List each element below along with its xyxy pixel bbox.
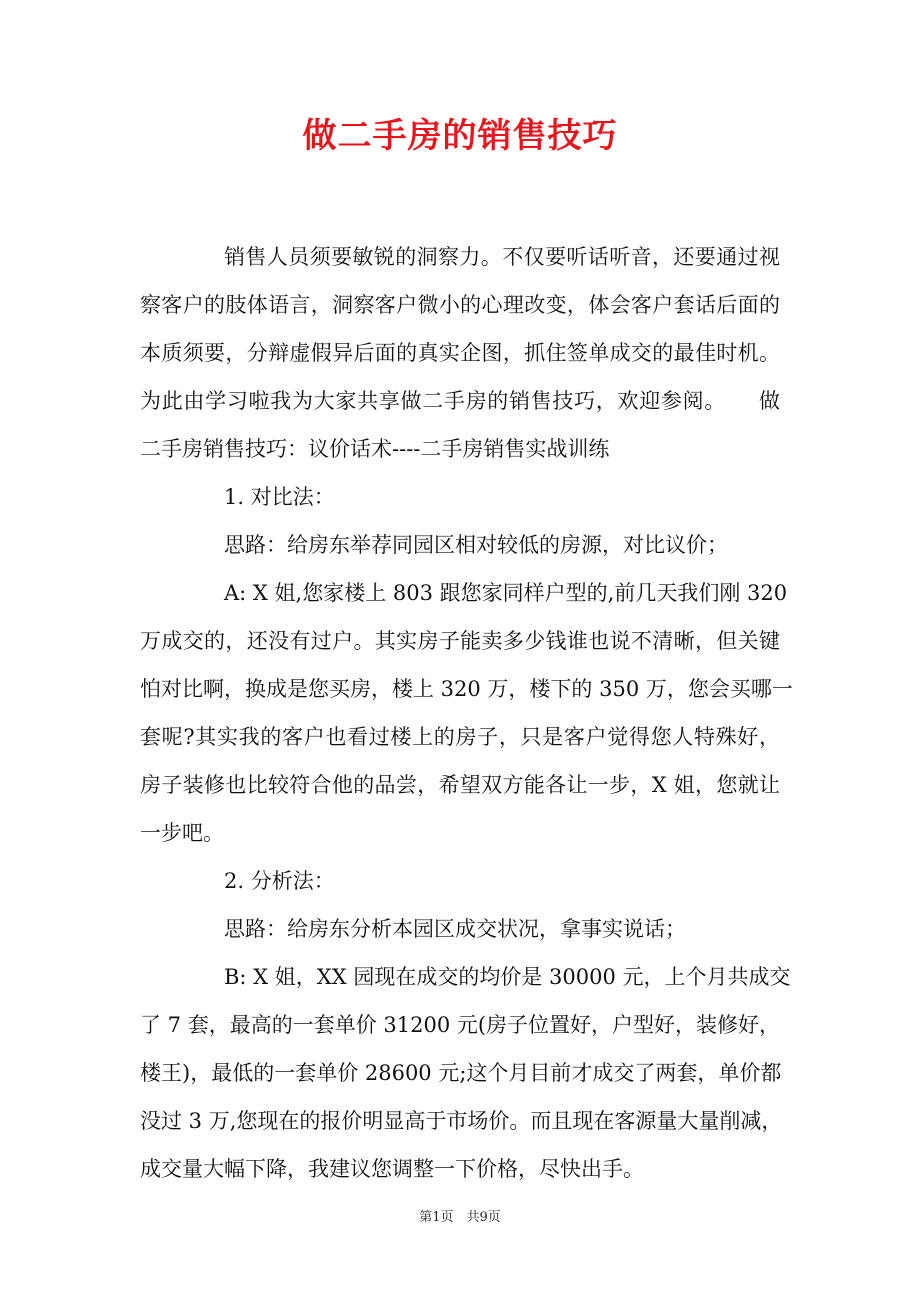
text-line: 万成交的，还没有过户。其实房子能卖多少钱谁也说不清晰，但关键 [140, 629, 780, 653]
text-line: 思路：给房东分析本园区成交状况，拿事实说话； [224, 917, 686, 941]
text-line: 成交量大幅下降，我建议您调整一下价格，尽快出手。 [140, 1157, 644, 1181]
page-footer: 第1页 共9页 [419, 1210, 501, 1225]
text-line: 2. 分析法： [224, 869, 335, 893]
text-line: 为此由学习啦我为大家共享做二手房的销售技巧，欢迎参阅。 做 [140, 389, 780, 413]
text-line: A: X 姐,您家楼上 803 跟您家同样户型的,前几天我们刚 320 [224, 581, 788, 605]
text-line: B: X 姐，XX 园现在成交的均价是 30000 元，上个月共成交 [224, 965, 791, 989]
text-line: 了 7 套，最高的一套单价 31200 元(房子位置好，户型好，装修好， [140, 1013, 781, 1037]
document-body [140, 233, 793, 1193]
text-line: 二手房销售技巧：议价话术----二手房销售实战训练 [140, 437, 610, 461]
text-line: 楼王)，最低的一套单价 28600 元;这个月目前才成交了两套，单价都 [140, 1061, 782, 1085]
text-line: 房子装修也比较符合他的品尝，希望双方能各让一步，X 姐，您就让 [140, 773, 780, 797]
text-line: 1. 对比法： [224, 485, 335, 509]
text-line: 销售人员须要敏锐的洞察力。不仅要听话听音，还要通过视 [224, 245, 780, 269]
text-line: 察客户的肢体语言，洞察客户微小的心理改变，体会客户套话后面的 [140, 293, 780, 317]
text-line: 一步吧。 [140, 821, 224, 845]
document-title: 做二手房的销售技巧 [302, 116, 618, 156]
text-line: 没过 3 万,您现在的报价明显高于市场价。而且现在客源量大量削减， [140, 1109, 783, 1133]
text-line: 套呢?其实我的客户也看过楼上的房子，只是客户觉得您人特殊好， [140, 725, 780, 749]
text-line: 思路：给房东举荐同园区相对较低的房源，对比议价； [224, 533, 728, 557]
text-line: 本质须要，分辩虚假异后面的真实企图，抓住签单成交的最佳时机。 [140, 341, 780, 365]
text-line: 怕对比啊，换成是您买房，楼上 320 万，楼下的 350 万，您会买哪一 [140, 677, 793, 701]
